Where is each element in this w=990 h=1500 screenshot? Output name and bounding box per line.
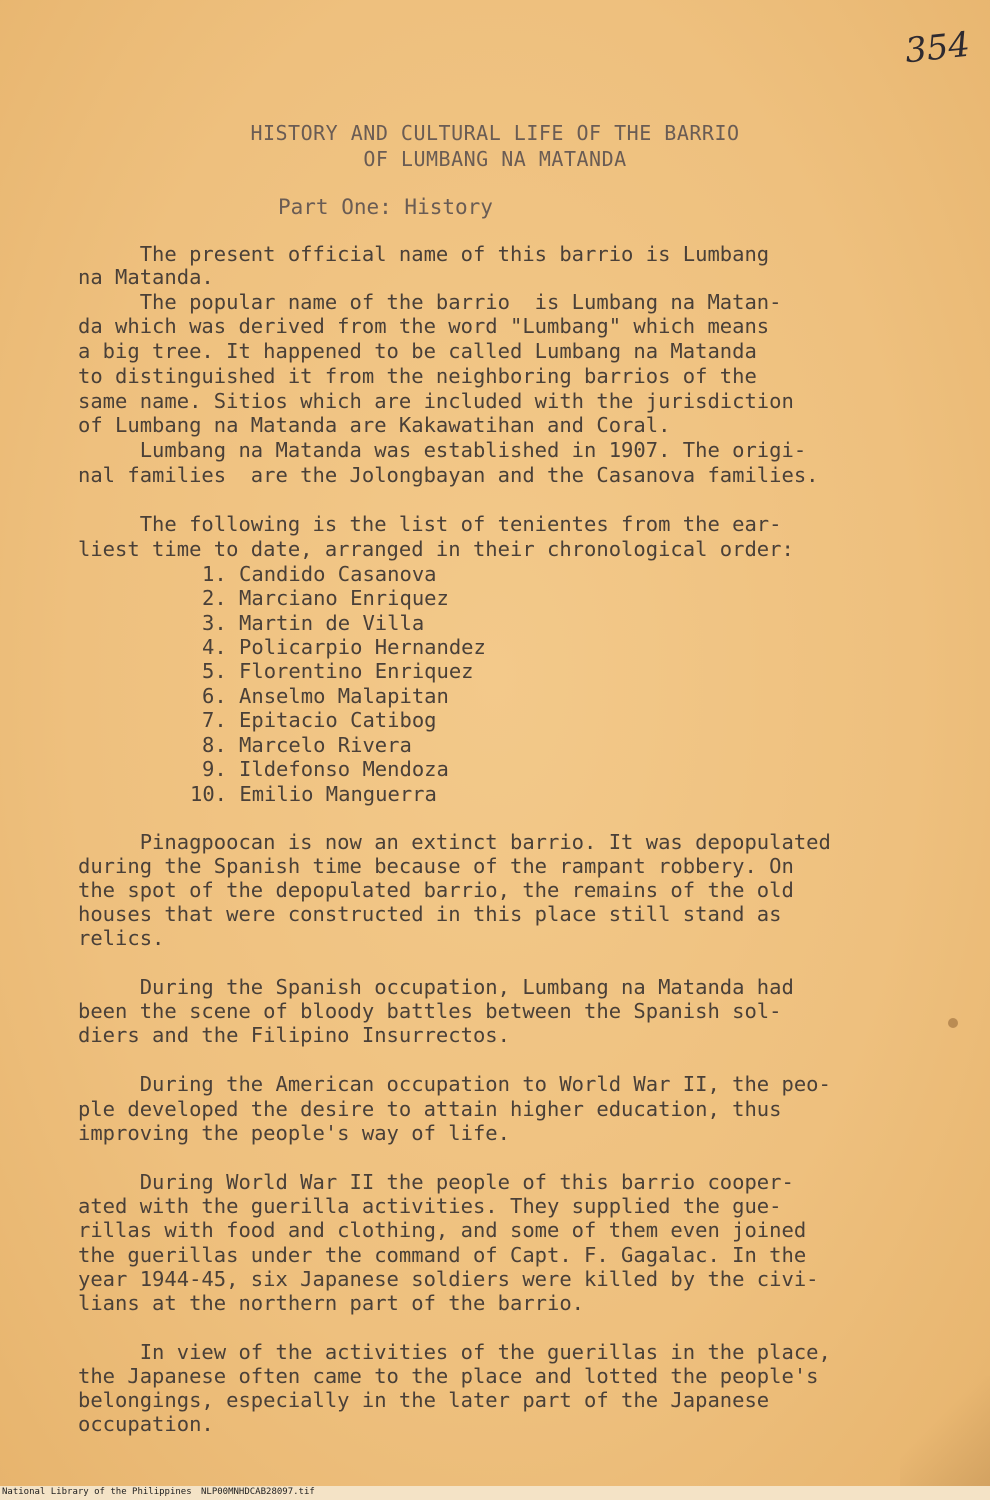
handwritten-page-number: 354 [903, 24, 972, 72]
text-line: to distinguished it from the neighboring barrios of the [78, 364, 757, 388]
teniente-list-item: 8. Marcelo Rivera [202, 733, 412, 757]
text-line: In view of the activities of the guerillas in the place, [78, 1340, 831, 1364]
text-line: improving the people's way of life. [78, 1121, 510, 1145]
teniente-list-item: 7. Epitacio Catibog [202, 708, 437, 732]
text-line: occupation. [78, 1412, 214, 1436]
paper-stain [948, 1018, 958, 1028]
teniente-list-item: 1. Candido Casanova [202, 562, 437, 586]
text-line: During World War II the people of this barrio cooper- [78, 1170, 794, 1194]
text-line: The following is the list of tenientes from the ear- [78, 512, 782, 536]
text-line: Lumbang na Matanda was established in 1907. The origi- [78, 438, 807, 462]
text-line: been the scene of bloody battles between the Spanish sol- [78, 999, 782, 1023]
footer-library-name: National Library of the Philippines [2, 1487, 192, 1497]
text-line: liest time to date, arranged in their chronological order: [78, 537, 794, 561]
text-line: nal families are the Jolongbayan and the Casanova families. [78, 463, 819, 487]
text-line: year 1944-45, six Japanese soldiers were killed by the civi- [78, 1267, 819, 1291]
part-heading: Part One: History [278, 195, 493, 219]
teniente-list-item: 5. Florentino Enriquez [202, 659, 474, 683]
footer-file-id: NLP00MNHDCAB28097.tif [201, 1487, 315, 1497]
text-line: diers and the Filipino Insurrectos. [78, 1023, 510, 1047]
teniente-list-item: 3. Martin de Villa [202, 611, 425, 635]
text-line: ple developed the desire to attain higher education, thus [78, 1097, 782, 1121]
teniente-list-item: 2. Marciano Enriquez [202, 586, 449, 610]
teniente-list-item: 9. Ildefonso Mendoza [202, 757, 449, 781]
text-line: During the American occupation to World War II, the peo- [78, 1072, 831, 1096]
document-title [0, 120, 990, 172]
teniente-list-item: 4. Policarpio Hernandez [202, 635, 486, 659]
text-line: the spot of the depopulated barrio, the remains of the old [78, 878, 794, 902]
teniente-list-item: 6. Anselmo Malapitan [202, 684, 449, 708]
text-line: a big tree. It happened to be called Lumbang na Matanda [78, 339, 757, 363]
text-line: da which was derived from the word "Lumbang" which means [78, 314, 770, 338]
text-line: rillas with food and clothing, and some of them even joined [78, 1218, 807, 1242]
text-line: houses that were constructed in this place still stand as [78, 902, 782, 926]
text-line: the guerillas under the command of Capt. F. Gagalac. In the [78, 1243, 807, 1267]
text-line: During the Spanish occupation, Lumbang na Matanda had [78, 975, 794, 999]
text-line: the Japanese often came to the place and lotted the people's [78, 1364, 819, 1388]
text-line: belongings, especially in the later part of the Japanese [78, 1388, 770, 1412]
text-line: na Matanda. [78, 265, 214, 289]
text-line: same name. Sitios which are included with the jurisdiction [78, 389, 794, 413]
text-line: lians at the northern part of the barrio. [78, 1291, 585, 1315]
scan-footer [0, 1486, 990, 1500]
text-line: relics. [78, 926, 165, 950]
text-line: of Lumbang na Matanda are Kakawatihan and Coral. [78, 413, 671, 437]
paper-edge-shadow [900, 1376, 990, 1486]
text-line: The popular name of the barrio is Lumbang na Matan- [78, 290, 782, 314]
teniente-list-item: 10. Emilio Manguerra [190, 782, 437, 806]
text-line: ated with the guerilla activities. They supplied the gue- [78, 1194, 782, 1218]
title-line-2: OF LUMBANG NA MATANDA [363, 147, 627, 171]
title-line-1: HISTORY AND CULTURAL LIFE OF THE BARRIO [250, 121, 740, 145]
text-line: The present official name of this barrio is Lumbang [78, 242, 770, 266]
text-line: during the Spanish time because of the rampant robbery. On [78, 854, 794, 878]
text-line: Pinagpoocan is now an extinct barrio. It was depopulated [78, 830, 831, 854]
